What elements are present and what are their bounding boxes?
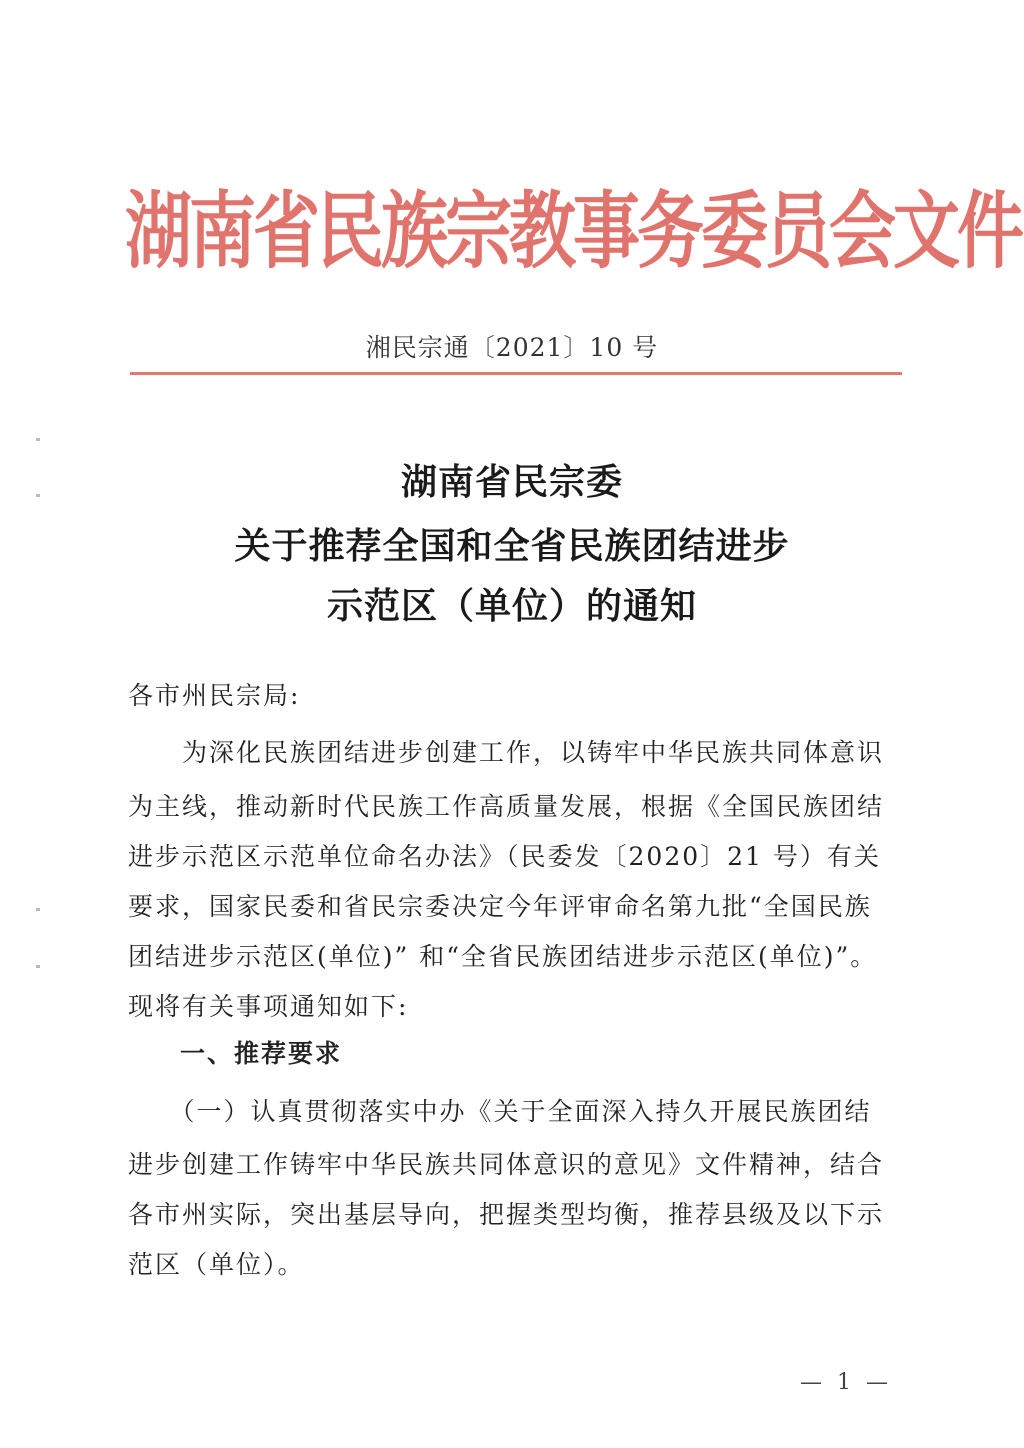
scan-speck — [36, 965, 40, 968]
paragraph1-line: 团结进步示范区(单位)” 和“全省民族团结进步示范区(单位)”。 — [128, 942, 878, 971]
paragraph2-line: 范区（单位）。 — [128, 1250, 305, 1279]
scan-speck — [36, 908, 40, 911]
section-heading: 一、推荐要求 — [180, 1039, 343, 1068]
document-number: 湘民宗通〔2021〕10 号 — [365, 333, 659, 362]
paragraph1-line: 要求，国家民委和省民宗委决定今年评审命名第九批“全国民族 — [128, 892, 872, 921]
paragraph1-line: 为主线，推动新时代民族工作高质量发展，根据《全国民族团结 — [128, 792, 885, 821]
red-divider-line — [130, 372, 902, 375]
masthead-title: 湖南省民族宗教事务委员会文件 — [125, 182, 1021, 280]
title-line-2: 关于推荐全国和全省民族团结进步 — [234, 525, 790, 567]
title-line-3: 示范区（单位）的通知 — [326, 585, 697, 627]
scan-speck — [36, 494, 40, 497]
paragraph1-line: 为深化民族团结进步创建工作，以铸牢中华民族共同体意识 — [128, 738, 885, 767]
paragraph2-line: （一）认真贯彻落实中办《关于全面深入持久开展民族团结 — [128, 1097, 872, 1126]
paragraph1-line: 进步示范区示范单位命名办法》（民委发〔2020〕21 号）有关 — [128, 842, 881, 871]
title-line-1: 湖南省民宗委 — [400, 461, 623, 503]
paragraph1-line: 现将有关事项通知如下: — [128, 992, 409, 1021]
salutation: 各市州民宗局: — [128, 681, 301, 710]
page-number: — 1 — — [800, 1370, 892, 1395]
paragraph2-line: 进步创建工作铸牢中华民族共同体意识的意见》文件精神，结合 — [128, 1150, 885, 1179]
paragraph2-line: 各市州实际，突出基层导向，把握类型均衡，推荐县级及以下示 — [128, 1200, 885, 1229]
scan-speck — [36, 438, 40, 441]
